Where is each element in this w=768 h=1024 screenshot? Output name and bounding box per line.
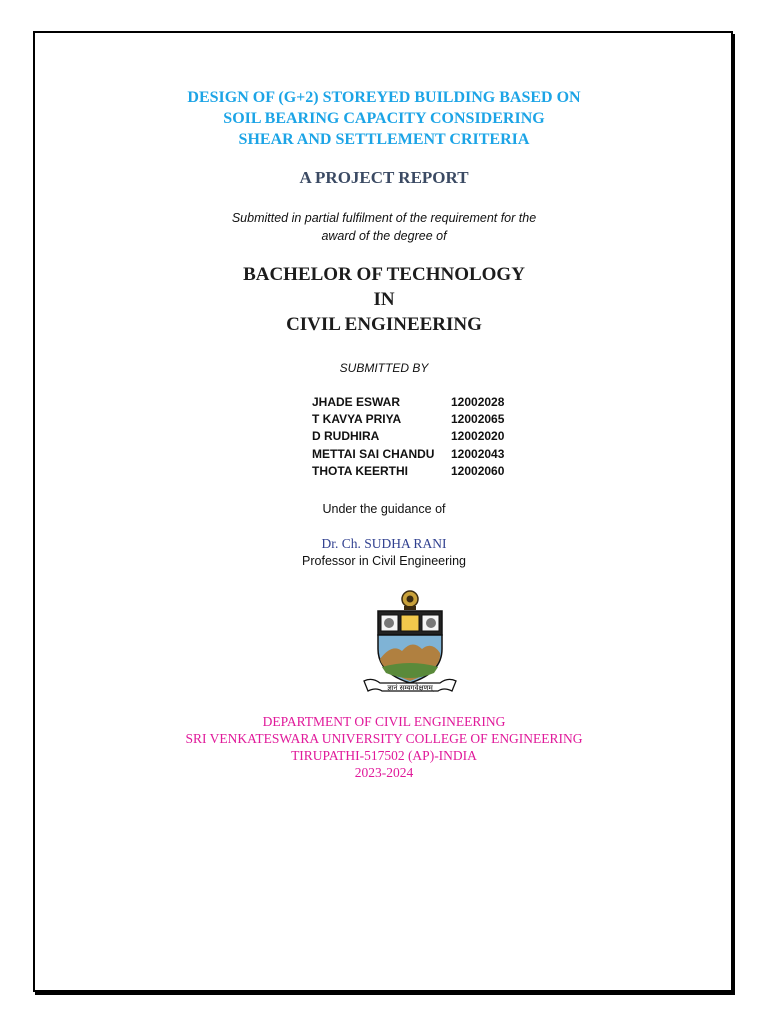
student-id: 12002060 — [451, 463, 505, 478]
guidance-label: Under the guidance of — [322, 502, 446, 516]
project-title — [0, 87, 768, 150]
student-name: METTAI SAI CHANDU — [312, 446, 435, 461]
student-id: 12002020 — [451, 429, 505, 444]
degree-name — [0, 262, 768, 337]
submission-statement — [0, 209, 768, 245]
submission-line: Submitted in partial fulfilment of the requirement for the — [231, 211, 537, 225]
student-row — [312, 412, 532, 429]
guide-title: Professor in Civil Engineering — [302, 554, 466, 568]
student-id: 12002065 — [451, 412, 505, 427]
degree-line: BACHELOR OF TECHNOLOGY — [243, 264, 525, 285]
title-line: SOIL BEARING CAPACITY CONSIDERING — [223, 110, 545, 127]
title-line: DESIGN OF (G+2) STOREYED BUILDING BASED ON — [187, 89, 581, 106]
guide-name: Dr. Ch. SUDHA RANI — [321, 536, 447, 551]
student-name: T KAVYA PRIYA — [312, 412, 402, 427]
address: TIRUPATHI-517502 (AP)-INDIA — [291, 748, 477, 763]
title-line: SHEAR AND SETTLEMENT CRITERIA — [238, 131, 530, 148]
student-name: D RUDHIRA — [312, 429, 380, 444]
submitted-by-label: SUBMITTED BY — [339, 361, 429, 375]
emblem-motto: ज्ञानं सम्यगवेक्षणम् — [387, 684, 433, 692]
institution-block — [0, 713, 768, 781]
student-row — [312, 429, 532, 446]
college-name: SRI VENKATESWARA UNIVERSITY COLLEGE OF ENGINEERING — [185, 731, 583, 746]
student-list — [312, 395, 532, 481]
department-name: DEPARTMENT OF CIVIL ENGINEERING — [262, 714, 506, 729]
student-id: 12002043 — [451, 446, 505, 461]
submission-line: award of the degree of — [321, 229, 447, 243]
student-id: 12002028 — [451, 395, 505, 409]
student-row — [312, 464, 532, 481]
university-emblem-icon — [360, 587, 460, 697]
student-name: JHADE ESWAR — [312, 395, 401, 409]
student-row — [312, 447, 532, 464]
degree-line: CIVIL ENGINEERING — [286, 314, 482, 335]
student-name: THOTA KEERTHI — [312, 463, 408, 478]
academic-year: 2023-2024 — [354, 765, 414, 780]
degree-line: IN — [373, 289, 395, 310]
report-type: A PROJECT REPORT — [299, 168, 469, 187]
student-row — [312, 395, 532, 412]
